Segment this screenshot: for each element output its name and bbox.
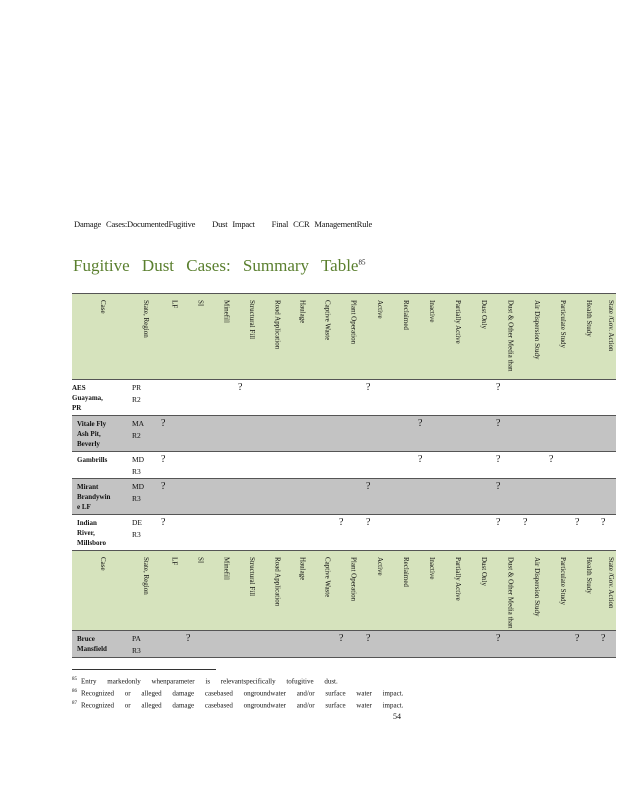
case-name-line: Guayama, xyxy=(72,394,103,402)
table-header-row xyxy=(72,551,616,631)
indicator-cell xyxy=(598,452,616,479)
indicator-cell xyxy=(261,380,286,416)
table-row xyxy=(72,416,616,452)
case-name-line: PR xyxy=(72,404,82,412)
footnote-number: 87 xyxy=(72,700,77,706)
case-name-line: River, xyxy=(77,529,95,537)
indicator-cell xyxy=(572,479,598,515)
case-name-line: e LF xyxy=(77,503,91,511)
column-header-label: Inactive xyxy=(428,300,436,323)
indicator-cell xyxy=(311,515,336,551)
column-header-label: Reclaimed xyxy=(402,557,410,587)
column-header xyxy=(467,294,493,380)
page-title-text: Fugitive Dust Cases: Summary Table xyxy=(73,256,359,275)
indicator-cell xyxy=(210,631,235,658)
column-header-label: Particulate Study xyxy=(559,557,567,606)
indicator-cell xyxy=(389,416,415,452)
column-header-label: Minefill xyxy=(222,557,231,580)
state-region-line: MA xyxy=(132,419,145,428)
indicator-cell: ? xyxy=(520,515,546,551)
indicator-cell xyxy=(311,479,336,515)
indicator-cell xyxy=(336,416,363,452)
indicator-cell xyxy=(286,515,311,551)
case-name-line: Ash Pit, xyxy=(77,430,101,438)
indicator-cell xyxy=(183,380,210,416)
column-header-label: Air Dispersion Study xyxy=(533,557,541,617)
indicator-cell xyxy=(235,479,261,515)
indicator-cell: ? xyxy=(572,631,598,658)
column-header-label: Reclaimed xyxy=(402,300,410,330)
indicator-cell: ? xyxy=(363,515,389,551)
column-header-label: Case xyxy=(99,300,107,314)
column-header-label: Minefill xyxy=(222,300,231,323)
indicator-cell xyxy=(311,416,336,452)
indicator-cell: ? xyxy=(363,479,389,515)
state-region-cell xyxy=(126,479,158,515)
footnote-text: Entry markedonly whenparameter is relevantspecifically tofugitive dust. xyxy=(81,677,338,686)
case-name-cell xyxy=(72,452,126,479)
state-region-line: MD xyxy=(132,455,145,464)
table-header-row xyxy=(72,294,616,380)
column-header-label: SI xyxy=(196,557,205,564)
running-head-part: Damage Cases:DocumentedFugitive xyxy=(74,219,196,229)
indicator-cell: ? xyxy=(546,452,572,479)
column-header-label: Structural Fill xyxy=(248,300,256,340)
indicator-cell: ? xyxy=(572,515,598,551)
indicator-cell xyxy=(441,515,467,551)
column-header xyxy=(158,294,183,380)
column-header xyxy=(520,294,546,380)
column-header-label: State, Region xyxy=(142,300,150,338)
indicator-cell xyxy=(389,479,415,515)
indicator-cell: ? xyxy=(493,515,520,551)
footnote-number: 85 xyxy=(72,677,77,682)
indicator-cell xyxy=(363,416,389,452)
indicator-cell xyxy=(467,452,493,479)
indicator-cell: ? xyxy=(158,416,183,452)
indicator-cell xyxy=(183,515,210,551)
indicator-cell xyxy=(210,380,235,416)
indicator-cell: ? xyxy=(336,631,363,658)
indicator-cell xyxy=(467,479,493,515)
indicator-cell: ? xyxy=(158,452,183,479)
column-header xyxy=(520,551,546,631)
indicator-cell xyxy=(261,452,286,479)
column-header xyxy=(235,551,261,631)
indicator-cell xyxy=(389,631,415,658)
indicator-cell xyxy=(261,416,286,452)
indicator-cell xyxy=(598,380,616,416)
column-header xyxy=(363,551,389,631)
indicator-cell xyxy=(520,631,546,658)
state-region-line: R3 xyxy=(132,467,141,476)
indicator-cell xyxy=(183,479,210,515)
indicator-cell: ? xyxy=(183,631,210,658)
column-header-label: Inactive xyxy=(428,557,436,580)
indicator-cell xyxy=(467,380,493,416)
column-header-label: State /Gov. Action xyxy=(607,300,615,352)
indicator-cell xyxy=(546,416,572,452)
footnote-divider xyxy=(72,669,216,670)
state-region-cell xyxy=(126,515,158,551)
indicator-cell: ? xyxy=(598,631,616,658)
state-region-line: R2 xyxy=(132,431,141,440)
indicator-cell: ? xyxy=(336,515,363,551)
indicator-cell xyxy=(210,416,235,452)
column-header-label: Haulage xyxy=(298,300,307,324)
column-header-label: Partially Active xyxy=(454,300,462,344)
case-name-line: Vitale Fly xyxy=(77,420,107,428)
state-region-line: R3 xyxy=(132,530,141,539)
column-header-label: State /Gov. Action xyxy=(607,557,615,609)
column-header xyxy=(441,294,467,380)
indicator-cell: ? xyxy=(415,416,441,452)
indicator-cell xyxy=(210,479,235,515)
running-head-part: Dust Impact xyxy=(212,219,255,229)
state-region-cell xyxy=(126,631,158,658)
column-header xyxy=(415,294,441,380)
column-header xyxy=(598,551,616,631)
indicator-cell xyxy=(598,416,616,452)
indicator-cell xyxy=(441,416,467,452)
column-header xyxy=(210,551,235,631)
column-header-label: Structural Fill xyxy=(248,557,256,597)
indicator-cell xyxy=(389,452,415,479)
table-row xyxy=(72,380,616,416)
case-name-line: Millsboro xyxy=(77,539,107,547)
column-header-label: Particulate Study xyxy=(559,300,567,349)
state-region-cell xyxy=(126,452,158,479)
state-region-line: R2 xyxy=(132,395,141,404)
column-header-label: Case xyxy=(99,557,107,571)
indicator-cell xyxy=(311,380,336,416)
indicator-cell: ? xyxy=(493,416,520,452)
indicator-cell: ? xyxy=(363,380,389,416)
state-region-line: PR xyxy=(132,383,142,392)
footnote-text: Recognized or alleged damage casebased ongroundwater and/or surface water impact. xyxy=(81,700,404,709)
indicator-cell: ? xyxy=(158,479,183,515)
column-header xyxy=(235,294,261,380)
case-name-cell xyxy=(72,515,126,551)
table-row xyxy=(72,479,616,515)
column-header xyxy=(261,551,286,631)
column-header xyxy=(493,551,520,631)
table-row xyxy=(72,452,616,479)
indicator-cell: ? xyxy=(158,515,183,551)
column-header-label: Plant Operation xyxy=(349,557,358,602)
indicator-cell xyxy=(415,380,441,416)
case-name-cell xyxy=(72,631,126,658)
footnote-number: 86 xyxy=(72,688,77,694)
page-title xyxy=(73,256,365,276)
footnotes xyxy=(72,675,403,710)
indicator-cell xyxy=(336,479,363,515)
column-header-label: Health Study xyxy=(585,300,593,337)
column-header xyxy=(389,294,415,380)
column-header-label: Plant Operation xyxy=(349,300,358,345)
indicator-cell xyxy=(520,416,546,452)
indicator-cell: ? xyxy=(598,515,616,551)
case-name-line: Indian xyxy=(77,519,97,527)
indicator-cell xyxy=(572,416,598,452)
indicator-cell xyxy=(183,452,210,479)
column-header-label: Captive Waste xyxy=(323,300,332,341)
indicator-cell xyxy=(286,452,311,479)
indicator-cell xyxy=(441,452,467,479)
footnote xyxy=(72,675,403,687)
column-header xyxy=(598,294,616,380)
indicator-cell xyxy=(286,631,311,658)
indicator-cell xyxy=(235,416,261,452)
running-head-part: Final CCR ManagementRule xyxy=(271,219,373,229)
table-row xyxy=(72,515,616,551)
case-name-line: AES xyxy=(72,384,86,392)
column-header-label: Health Study xyxy=(585,557,593,594)
indicator-cell xyxy=(286,380,311,416)
column-header xyxy=(210,294,235,380)
indicator-cell xyxy=(336,380,363,416)
indicator-cell xyxy=(572,452,598,479)
column-header xyxy=(311,294,336,380)
state-region-cell xyxy=(126,380,158,416)
column-header xyxy=(493,294,520,380)
case-name-cell xyxy=(72,479,126,515)
column-header xyxy=(311,551,336,631)
indicator-cell xyxy=(210,452,235,479)
footnote xyxy=(72,699,403,711)
indicator-cell xyxy=(235,452,261,479)
column-header-label: Dust & Other Media than xyxy=(506,300,515,372)
indicator-cell xyxy=(261,479,286,515)
indicator-cell xyxy=(235,515,261,551)
indicator-cell: ? xyxy=(235,380,261,416)
indicator-cell xyxy=(546,479,572,515)
column-header-label: Captive Waste xyxy=(323,557,332,598)
indicator-cell xyxy=(389,515,415,551)
column-header xyxy=(363,294,389,380)
indicator-cell xyxy=(572,380,598,416)
case-name-line: Bruce xyxy=(77,635,95,643)
indicator-cell: ? xyxy=(493,631,520,658)
indicator-cell xyxy=(158,380,183,416)
column-header xyxy=(183,294,210,380)
column-header xyxy=(389,551,415,631)
case-name-line: Beverly xyxy=(77,440,100,448)
indicator-cell xyxy=(363,452,389,479)
indicator-cell xyxy=(286,416,311,452)
case-name-line: Mansfield xyxy=(77,645,107,653)
indicator-cell xyxy=(467,631,493,658)
case-name-line: Brandywin xyxy=(77,493,111,501)
column-header xyxy=(336,551,363,631)
indicator-cell xyxy=(546,515,572,551)
indicator-cell xyxy=(261,631,286,658)
indicator-cell xyxy=(286,479,311,515)
column-header xyxy=(286,551,311,631)
column-header-label: Active xyxy=(376,557,384,576)
column-header xyxy=(72,294,126,380)
case-name-line: Gambrills xyxy=(77,456,108,464)
indicator-cell xyxy=(336,452,363,479)
state-region-line: R3 xyxy=(132,646,141,655)
indicator-cell xyxy=(598,479,616,515)
state-region-line: PA xyxy=(132,634,141,643)
indicator-cell: ? xyxy=(363,631,389,658)
state-region-cell xyxy=(126,416,158,452)
indicator-cell xyxy=(520,380,546,416)
column-header-label: Road Application xyxy=(273,557,282,607)
indicator-cell xyxy=(520,479,546,515)
column-header-label: Dust & Other Media than xyxy=(506,557,515,629)
column-header xyxy=(546,294,572,380)
footnote-text: Recognized or alleged damage casebased ongroundwater and/or surface water impact. xyxy=(81,689,404,698)
column-header-label: Dust Only xyxy=(480,557,488,586)
indicator-cell xyxy=(235,631,261,658)
indicator-cell xyxy=(520,452,546,479)
column-header xyxy=(126,551,158,631)
column-header-label: State, Region xyxy=(142,557,150,595)
state-region-line: DE xyxy=(132,518,142,527)
column-header xyxy=(336,294,363,380)
indicator-cell xyxy=(441,631,467,658)
indicator-cell xyxy=(389,380,415,416)
column-header xyxy=(572,551,598,631)
indicator-cell xyxy=(183,416,210,452)
column-header xyxy=(572,294,598,380)
state-region-line: R3 xyxy=(132,494,141,503)
column-header-label: Haulage xyxy=(298,557,307,581)
case-name-cell xyxy=(72,380,126,416)
column-header-label: SI xyxy=(196,300,205,307)
indicator-cell xyxy=(158,631,183,658)
footnote xyxy=(72,687,403,699)
indicator-cell xyxy=(261,515,286,551)
column-header xyxy=(158,551,183,631)
state-region-line: MD xyxy=(132,482,145,491)
indicator-cell xyxy=(467,515,493,551)
column-header xyxy=(261,294,286,380)
title-footnote-ref: 85 xyxy=(358,258,366,267)
summary-table xyxy=(72,293,616,658)
indicator-cell xyxy=(441,479,467,515)
column-header xyxy=(72,551,126,631)
column-header-label: Air Dispersion Study xyxy=(533,300,541,360)
indicator-cell xyxy=(415,479,441,515)
column-header-label: Partially Active xyxy=(454,557,462,601)
case-name-line: Mirant xyxy=(77,483,99,491)
indicator-cell xyxy=(415,631,441,658)
indicator-cell xyxy=(546,380,572,416)
column-header xyxy=(126,294,158,380)
indicator-cell: ? xyxy=(415,452,441,479)
column-header-label: Road Application xyxy=(273,300,282,350)
indicator-cell xyxy=(415,515,441,551)
column-header xyxy=(441,551,467,631)
indicator-cell xyxy=(311,631,336,658)
indicator-cell: ? xyxy=(493,479,520,515)
column-header xyxy=(183,551,210,631)
column-header xyxy=(467,551,493,631)
indicator-cell xyxy=(210,515,235,551)
page-number: 54 xyxy=(393,712,401,721)
column-header-label: Dust Only xyxy=(480,300,488,329)
table-row xyxy=(72,631,616,658)
column-header xyxy=(415,551,441,631)
column-header-label: Active xyxy=(376,300,384,319)
column-header xyxy=(286,294,311,380)
indicator-cell: ? xyxy=(493,452,520,479)
indicator-cell xyxy=(441,380,467,416)
case-name-cell xyxy=(72,416,126,452)
indicator-cell: ? xyxy=(493,380,520,416)
column-header xyxy=(546,551,572,631)
column-header-label: LF xyxy=(170,557,179,566)
running-head xyxy=(74,219,384,229)
indicator-cell xyxy=(546,631,572,658)
indicator-cell xyxy=(311,452,336,479)
indicator-cell xyxy=(467,416,493,452)
column-header-label: LF xyxy=(170,300,179,309)
